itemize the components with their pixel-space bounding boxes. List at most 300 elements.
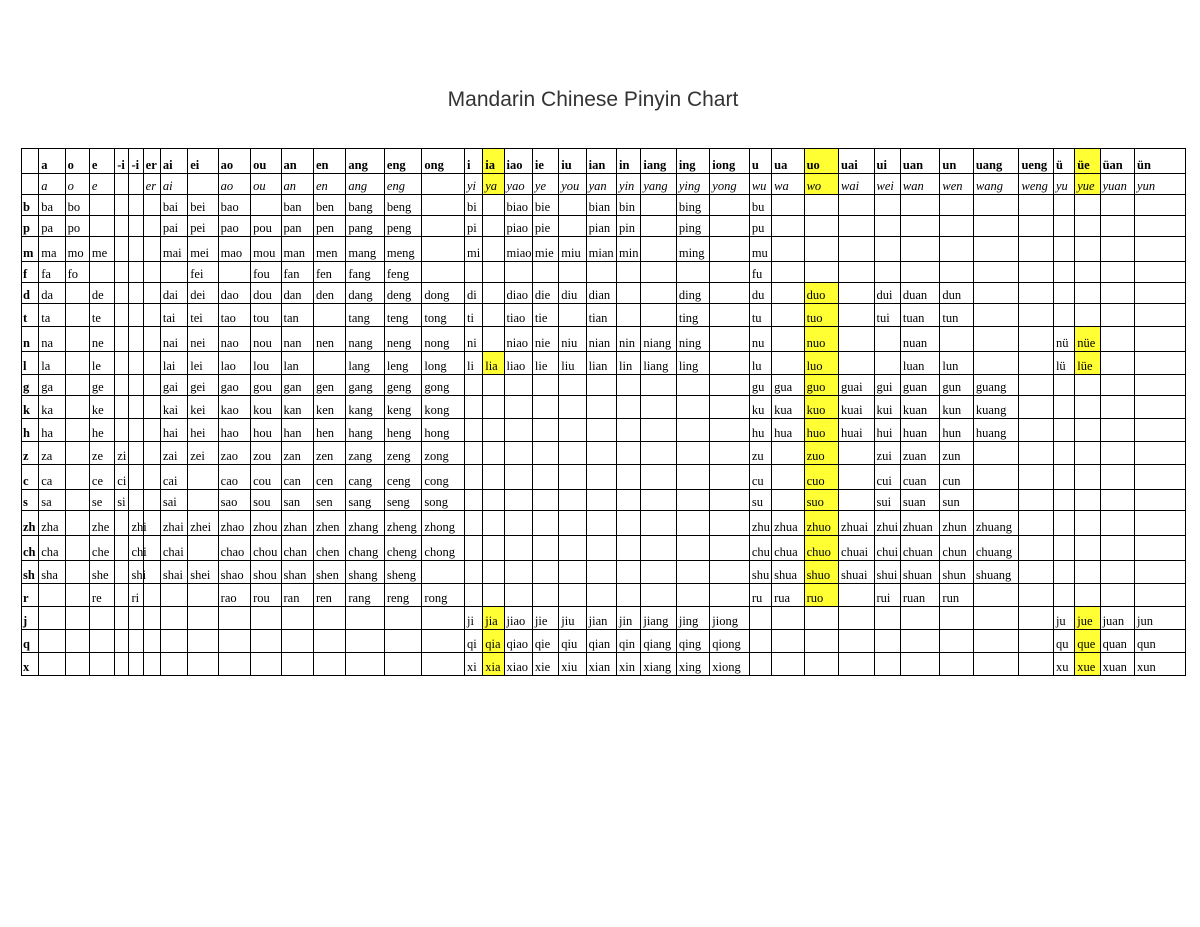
syllable-cell: [973, 490, 1019, 511]
syllable-cell: sao: [218, 490, 250, 511]
syllable-cell: shi: [129, 561, 143, 584]
syllable-cell: [874, 607, 900, 630]
syllable-cell: [188, 653, 218, 676]
syllable-cell: ge: [89, 375, 114, 396]
syllable-cell: [900, 262, 940, 283]
initial-label: n: [22, 327, 39, 352]
syllable-cell: kuo: [804, 396, 838, 419]
syllable-cell: [586, 465, 616, 490]
syllable-cell: bai: [160, 195, 187, 216]
syllable-cell: [1135, 584, 1186, 607]
syllable-cell: [129, 490, 143, 511]
initial-label: c: [22, 465, 39, 490]
syllable-cell: [1019, 262, 1053, 283]
syllable-cell: lao: [218, 352, 250, 375]
syllable-cell: [1100, 561, 1134, 584]
syllable-cell: ban: [281, 195, 313, 216]
syllable-cell: gen: [313, 375, 345, 396]
syllable-cell: lie: [532, 352, 558, 375]
final-header: ueng: [1019, 149, 1053, 174]
syllable-cell: [973, 465, 1019, 490]
syllable-cell: cang: [346, 465, 385, 490]
syllable-cell: feng: [384, 262, 422, 283]
syllable-cell: jie: [532, 607, 558, 630]
syllable-cell: [710, 511, 750, 536]
initial-row-p: [22, 216, 1186, 237]
syllable-cell: chuai: [839, 536, 874, 561]
syllable-cell: [617, 442, 641, 465]
syllable-cell: [1053, 262, 1074, 283]
syllable-cell: [676, 511, 709, 536]
final-header: ang: [346, 149, 385, 174]
syllable-cell: yan: [586, 174, 616, 195]
syllable-cell: dong: [422, 283, 465, 304]
syllable-cell: [940, 237, 973, 262]
syllable-cell: [313, 607, 345, 630]
syllable-cell: [1100, 283, 1134, 304]
syllable-cell: [483, 283, 504, 304]
syllable-cell: leng: [384, 352, 422, 375]
syllable-cell: [129, 375, 143, 396]
syllable-cell: ling: [676, 352, 709, 375]
syllable-cell: liang: [641, 352, 676, 375]
syllable-cell: kun: [940, 396, 973, 419]
syllable-cell: [676, 442, 709, 465]
syllable-cell: [89, 653, 114, 676]
syllable-cell: man: [281, 237, 313, 262]
syllable-cell: [1019, 607, 1053, 630]
syllable-cell: nen: [313, 327, 345, 352]
syllable-cell: tang: [346, 304, 385, 327]
syllable-cell: [874, 262, 900, 283]
syllable-cell: she: [89, 561, 114, 584]
syllable-cell: kang: [346, 396, 385, 419]
syllable-cell: la: [39, 352, 65, 375]
syllable-cell: [874, 653, 900, 676]
final-header: ie: [532, 149, 558, 174]
syllable-cell: [1053, 490, 1074, 511]
syllable-cell: rong: [422, 584, 465, 607]
syllable-cell: [559, 465, 586, 490]
syllable-cell: nang: [346, 327, 385, 352]
syllable-cell: guo: [804, 375, 838, 396]
syllable-cell: [710, 216, 750, 237]
syllable-cell: [900, 237, 940, 262]
syllable-cell: [504, 584, 532, 607]
syllable-cell: fen: [313, 262, 345, 283]
syllable-cell: kou: [251, 396, 281, 419]
syllable-cell: [1019, 195, 1053, 216]
syllable-cell: gong: [422, 375, 465, 396]
syllable-cell: [251, 195, 281, 216]
syllable-cell: [641, 237, 676, 262]
syllable-cell: [1075, 216, 1100, 237]
syllable-cell: a: [39, 174, 65, 195]
syllable-cell: [143, 419, 160, 442]
syllable-cell: [900, 653, 940, 676]
syllable-cell: fa: [39, 262, 65, 283]
syllable-cell: tai: [160, 304, 187, 327]
syllable-cell: ka: [39, 396, 65, 419]
syllable-cell: [617, 584, 641, 607]
syllable-cell: zhe: [89, 511, 114, 536]
final-header: -i: [129, 149, 143, 174]
initial-row-sh: [22, 561, 1186, 584]
initial-label: d: [22, 283, 39, 304]
syllable-cell: reng: [384, 584, 422, 607]
syllable-cell: [464, 536, 482, 561]
final-header: uai: [839, 149, 874, 174]
syllable-cell: bing: [676, 195, 709, 216]
syllable-cell: [1135, 396, 1186, 419]
syllable-cell: [483, 584, 504, 607]
syllable-cell: [504, 375, 532, 396]
syllable-cell: [483, 195, 504, 216]
syllable-cell: tie: [532, 304, 558, 327]
syllable-cell: zai: [160, 442, 187, 465]
syllable-cell: [641, 442, 676, 465]
syllable-cell: nai: [160, 327, 187, 352]
syllable-cell: [973, 327, 1019, 352]
syllable-cell: [710, 352, 750, 375]
syllable-cell: shan: [281, 561, 313, 584]
syllable-cell: tun: [940, 304, 973, 327]
syllable-cell: [1135, 216, 1186, 237]
syllable-cell: [1019, 396, 1053, 419]
syllable-cell: [1075, 465, 1100, 490]
syllable-cell: [65, 584, 89, 607]
syllable-cell: jun: [1135, 607, 1186, 630]
syllable-cell: [532, 442, 558, 465]
syllable-cell: zhuan: [900, 511, 940, 536]
syllable-cell: hua: [772, 419, 804, 442]
syllable-cell: nüe: [1075, 327, 1100, 352]
syllable-cell: ma: [39, 237, 65, 262]
syllable-cell: ta: [39, 304, 65, 327]
syllable-cell: [1100, 375, 1134, 396]
syllable-cell: zhuang: [973, 511, 1019, 536]
syllable-cell: jiu: [559, 607, 586, 630]
syllable-cell: [1100, 304, 1134, 327]
syllable-cell: qing: [676, 630, 709, 653]
initial-row-t: [22, 304, 1186, 327]
syllable-cell: mie: [532, 237, 558, 262]
syllable-cell: [218, 630, 250, 653]
syllable-cell: fou: [251, 262, 281, 283]
syllable-cell: [422, 653, 465, 676]
syllable-cell: gei: [188, 375, 218, 396]
syllable-cell: [1053, 465, 1074, 490]
syllable-cell: wang: [973, 174, 1019, 195]
initial-row-z: [22, 442, 1186, 465]
syllable-cell: [65, 304, 89, 327]
syllable-cell: pa: [39, 216, 65, 237]
syllable-cell: yuan: [1100, 174, 1134, 195]
syllable-cell: [586, 536, 616, 561]
syllable-cell: bu: [749, 195, 771, 216]
initial-row-d: [22, 283, 1186, 304]
syllable-cell: [188, 630, 218, 653]
syllable-cell: [422, 607, 465, 630]
syllable-cell: [617, 419, 641, 442]
syllable-cell: [940, 607, 973, 630]
syllable-cell: [1019, 584, 1053, 607]
syllable-cell: biao: [504, 195, 532, 216]
syllable-cell: hai: [160, 419, 187, 442]
syllable-cell: [1100, 419, 1134, 442]
syllable-cell: ce: [89, 465, 114, 490]
syllable-cell: shuo: [804, 561, 838, 584]
syllable-cell: zhu: [749, 511, 771, 536]
syllable-cell: xu: [1053, 653, 1074, 676]
syllable-cell: [504, 262, 532, 283]
syllable-cell: chan: [281, 536, 313, 561]
initial-label: s: [22, 490, 39, 511]
final-header: ün: [1135, 149, 1186, 174]
syllable-cell: ku: [749, 396, 771, 419]
syllable-cell: chong: [422, 536, 465, 561]
syllable-cell: nan: [281, 327, 313, 352]
syllable-cell: [115, 174, 129, 195]
syllable-cell: [804, 653, 838, 676]
syllable-cell: [839, 283, 874, 304]
syllable-cell: jiang: [641, 607, 676, 630]
syllable-cell: [1135, 304, 1186, 327]
syllable-cell: [1135, 195, 1186, 216]
syllable-cell: lei: [188, 352, 218, 375]
syllable-cell: miu: [559, 237, 586, 262]
syllable-cell: xiong: [710, 653, 750, 676]
syllable-cell: [676, 561, 709, 584]
syllable-cell: [143, 465, 160, 490]
final-header: eng: [384, 149, 422, 174]
syllable-cell: [422, 561, 465, 584]
initial-label: sh: [22, 561, 39, 584]
syllable-cell: [384, 653, 422, 676]
syllable-cell: bao: [218, 195, 250, 216]
syllable-cell: [586, 490, 616, 511]
syllable-cell: [676, 465, 709, 490]
syllable-cell: [129, 442, 143, 465]
syllable-cell: [973, 304, 1019, 327]
syllable-cell: [1135, 352, 1186, 375]
initial-row-zh: [22, 511, 1186, 536]
syllable-cell: [586, 262, 616, 283]
syllable-cell: [559, 304, 586, 327]
syllable-cell: ruo: [804, 584, 838, 607]
syllable-cell: [617, 490, 641, 511]
syllable-cell: jin: [617, 607, 641, 630]
initial-row-m: [22, 237, 1186, 262]
syllable-cell: guan: [900, 375, 940, 396]
syllable-cell: gang: [346, 375, 385, 396]
syllable-cell: rou: [251, 584, 281, 607]
syllable-cell: [129, 327, 143, 352]
syllable-cell: [1100, 237, 1134, 262]
syllable-cell: [1019, 327, 1053, 352]
final-header: uo: [804, 149, 838, 174]
syllable-cell: [1075, 396, 1100, 419]
syllable-cell: [188, 174, 218, 195]
syllable-cell: mao: [218, 237, 250, 262]
syllable-cell: ping: [676, 216, 709, 237]
syllable-cell: na: [39, 327, 65, 352]
syllable-cell: [772, 352, 804, 375]
initial-label: t: [22, 304, 39, 327]
syllable-cell: [532, 465, 558, 490]
syllable-cell: kai: [160, 396, 187, 419]
syllable-cell: zheng: [384, 511, 422, 536]
syllable-cell: ba: [39, 195, 65, 216]
syllable-cell: [1075, 442, 1100, 465]
syllable-cell: [532, 584, 558, 607]
syllable-cell: [772, 327, 804, 352]
syllable-cell: en: [313, 174, 345, 195]
syllable-cell: lin: [617, 352, 641, 375]
syllable-cell: shao: [218, 561, 250, 584]
syllable-cell: yue: [1075, 174, 1100, 195]
syllable-cell: zong: [422, 442, 465, 465]
syllable-cell: [115, 561, 129, 584]
initial-label: k: [22, 396, 39, 419]
syllable-cell: lan: [281, 352, 313, 375]
syllable-cell: [973, 630, 1019, 653]
syllable-cell: tong: [422, 304, 465, 327]
syllable-cell: [143, 352, 160, 375]
syllable-cell: [586, 396, 616, 419]
syllable-cell: [384, 630, 422, 653]
syllable-cell: hun: [940, 419, 973, 442]
syllable-cell: [504, 419, 532, 442]
syllable-cell: niu: [559, 327, 586, 352]
syllable-cell: guang: [973, 375, 1019, 396]
syllable-cell: cui: [874, 465, 900, 490]
syllable-cell: san: [281, 490, 313, 511]
syllable-cell: niang: [641, 327, 676, 352]
syllable-cell: [129, 396, 143, 419]
syllable-cell: su: [749, 490, 771, 511]
syllable-cell: [1053, 536, 1074, 561]
syllable-cell: [143, 630, 160, 653]
syllable-cell: tuo: [804, 304, 838, 327]
initial-row-s: [22, 490, 1186, 511]
syllable-cell: min: [617, 237, 641, 262]
syllable-cell: [115, 607, 129, 630]
syllable-cell: yi: [464, 174, 482, 195]
syllable-cell: pou: [251, 216, 281, 237]
syllable-cell: [115, 584, 129, 607]
syllable-cell: [839, 216, 874, 237]
syllable-cell: qiu: [559, 630, 586, 653]
syllable-cell: neng: [384, 327, 422, 352]
syllable-cell: [710, 327, 750, 352]
syllable-cell: tao: [218, 304, 250, 327]
syllable-cell: [65, 561, 89, 584]
syllable-cell: pian: [586, 216, 616, 237]
syllable-cell: mou: [251, 237, 281, 262]
syllable-cell: [1135, 536, 1186, 561]
syllable-cell: zhi: [129, 511, 143, 536]
syllable-cell: piao: [504, 216, 532, 237]
final-header: ou: [251, 149, 281, 174]
syllable-cell: [1100, 490, 1134, 511]
initial-label: b: [22, 195, 39, 216]
syllable-cell: ci: [115, 465, 129, 490]
syllable-cell: ran: [281, 584, 313, 607]
syllable-cell: ju: [1053, 607, 1074, 630]
syllable-cell: [1019, 561, 1053, 584]
syllable-cell: zou: [251, 442, 281, 465]
syllable-cell: ne: [89, 327, 114, 352]
syllable-cell: mi: [464, 237, 482, 262]
syllable-cell: [1100, 396, 1134, 419]
syllable-cell: [1053, 237, 1074, 262]
syllable-cell: [973, 653, 1019, 676]
syllable-cell: [559, 511, 586, 536]
syllable-cell: [617, 465, 641, 490]
syllable-cell: [65, 607, 89, 630]
syllable-cell: [839, 490, 874, 511]
syllable-cell: [1075, 195, 1100, 216]
syllable-cell: [839, 237, 874, 262]
syllable-cell: long: [422, 352, 465, 375]
syllable-cell: chu: [749, 536, 771, 561]
syllable-cell: mei: [188, 237, 218, 262]
syllable-cell: [617, 375, 641, 396]
syllable-cell: [1019, 630, 1053, 653]
syllable-cell: [641, 262, 676, 283]
syllable-cell: zu: [749, 442, 771, 465]
syllable-cell: gui: [874, 375, 900, 396]
syllable-cell: [1019, 304, 1053, 327]
syllable-cell: [772, 607, 804, 630]
syllable-cell: [483, 536, 504, 561]
syllable-cell: [346, 607, 385, 630]
syllable-cell: [251, 607, 281, 630]
syllable-cell: [641, 304, 676, 327]
syllable-cell: [973, 237, 1019, 262]
syllable-cell: liao: [504, 352, 532, 375]
syllable-cell: nong: [422, 327, 465, 352]
syllable-cell: [710, 375, 750, 396]
syllable-cell: re: [89, 584, 114, 607]
syllable-cell: you: [559, 174, 586, 195]
syllable-cell: [874, 216, 900, 237]
syllable-cell: [115, 630, 129, 653]
syllable-cell: [641, 419, 676, 442]
syllable-cell: [940, 327, 973, 352]
syllable-cell: zuan: [900, 442, 940, 465]
syllable-cell: [973, 607, 1019, 630]
syllable-cell: [586, 561, 616, 584]
syllable-cell: suo: [804, 490, 838, 511]
syllable-cell: [749, 607, 771, 630]
syllable-cell: liu: [559, 352, 586, 375]
syllable-cell: lu: [749, 352, 771, 375]
syllable-cell: bian: [586, 195, 616, 216]
syllable-cell: eng: [384, 174, 422, 195]
syllable-cell: [143, 490, 160, 511]
syllable-cell: pi: [464, 216, 482, 237]
syllable-cell: ri: [129, 584, 143, 607]
syllable-cell: bie: [532, 195, 558, 216]
syllable-cell: ca: [39, 465, 65, 490]
syllable-cell: [1075, 561, 1100, 584]
syllable-cell: [422, 237, 465, 262]
syllable-cell: gun: [940, 375, 973, 396]
syllable-cell: [559, 536, 586, 561]
initial-row-g: [22, 375, 1186, 396]
